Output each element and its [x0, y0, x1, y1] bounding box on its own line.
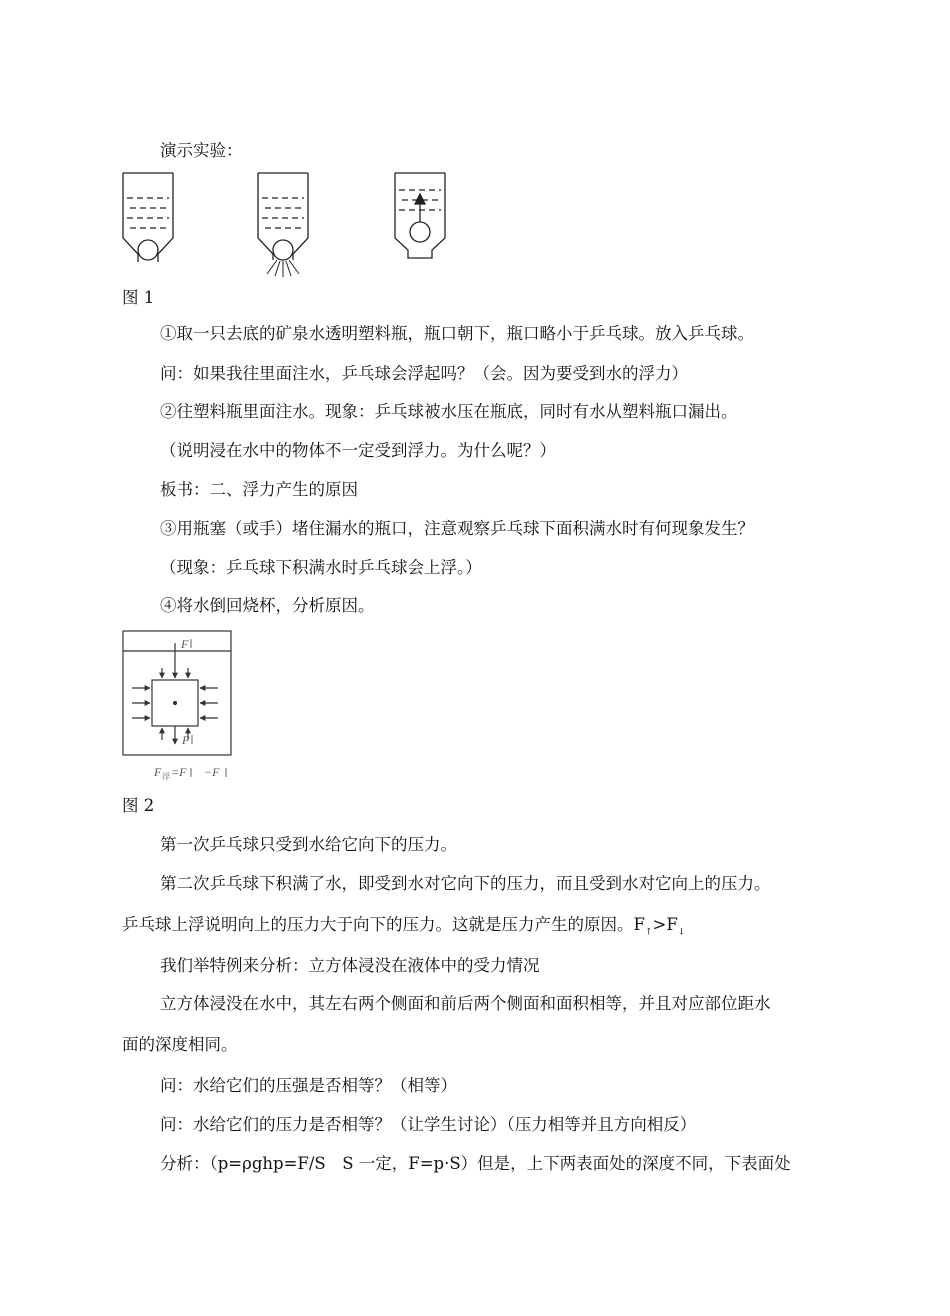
force-up-label: F: [182, 733, 190, 747]
analysis-special-case: 我们举特例来分析：立方体浸没在液体中的受力情况: [160, 956, 540, 975]
figure-1-caption: 图 1: [122, 288, 155, 307]
bottle-2-water-leaking: [258, 173, 308, 277]
step-3: ③用瓶塞（或手）堵住漏水的瓶口，注意观察乒乓球下面积满水时有何现象发生？: [160, 519, 754, 538]
explanation-1: （说明浸在水中的物体不一定受到浮力。为什么呢？）: [160, 441, 556, 460]
buoyancy-formula-minus: −F: [204, 765, 220, 779]
demo-heading: 演示实验：: [160, 141, 243, 160]
phenomenon-note: （现象：乒乓球下积满水时乒乓球会上浮。）: [160, 558, 482, 577]
step-4: ④将水倒回烧杯，分析原因。: [160, 596, 375, 615]
board-note: 板书：二、浮力产生的原因: [160, 480, 358, 499]
bottle-1-ball-sealed: [123, 173, 173, 262]
question-force: 问：水给它们的压力是否相等？（让学生讨论）（压力相等并且方向相反）: [160, 1115, 697, 1134]
question-pressure: 问：水给它们的压强是否相等？（相等）: [160, 1076, 457, 1095]
figure-2-caption: 图 2: [122, 796, 155, 815]
force-down-label: F: [181, 637, 189, 651]
step-2: ②往塑料瓶里面注水。现象：乒乓球被水压在瓶底，同时有水从塑料瓶口漏出。: [160, 402, 738, 421]
analysis-second-line1: 第二次乒乓球下积满了水，即受到水对它向下的压力，而且受到水对它向上的压力。: [160, 874, 771, 893]
figure-1-bottles: [118, 170, 458, 280]
analysis-cube-line2: 面的深度相同。: [122, 1035, 238, 1054]
buoyancy-formula-sub: 浮: [162, 772, 170, 781]
analysis-cube-line1: 立方体浸没在水中，其左右两个侧面和前后两个侧面和面积相等，并且对应部位距水: [160, 994, 771, 1013]
analysis-first: 第一次乒乓球只受到水给它向下的压力。: [160, 835, 457, 854]
step-1: ①取一只去底的矿泉水透明塑料瓶，瓶口朝下，瓶口略小于乒乓球。放入乒乓球。: [160, 324, 754, 343]
buoyancy-formula-lhs: F: [154, 765, 162, 779]
bottle-3-ball-rising: [395, 173, 445, 258]
analysis-second-line2: 乒乓球上浮说明向上的压力大于向下的压力。这就是压力产生的原因。$F_↑>F_↓$: [122, 915, 686, 938]
question-1: 问：如果我往里面注水，乒乓球会浮起吗？（会。因为要受到水的浮力）: [160, 364, 688, 383]
buoyancy-formula-mid: =F: [171, 765, 187, 779]
figure-2-cube-forces: [120, 630, 250, 782]
analysis-formula: 分析：（p=ρghp=F/S S 一定，F=p·S）但是，上下两表面处的深度不同，下表面处: [160, 1154, 791, 1173]
